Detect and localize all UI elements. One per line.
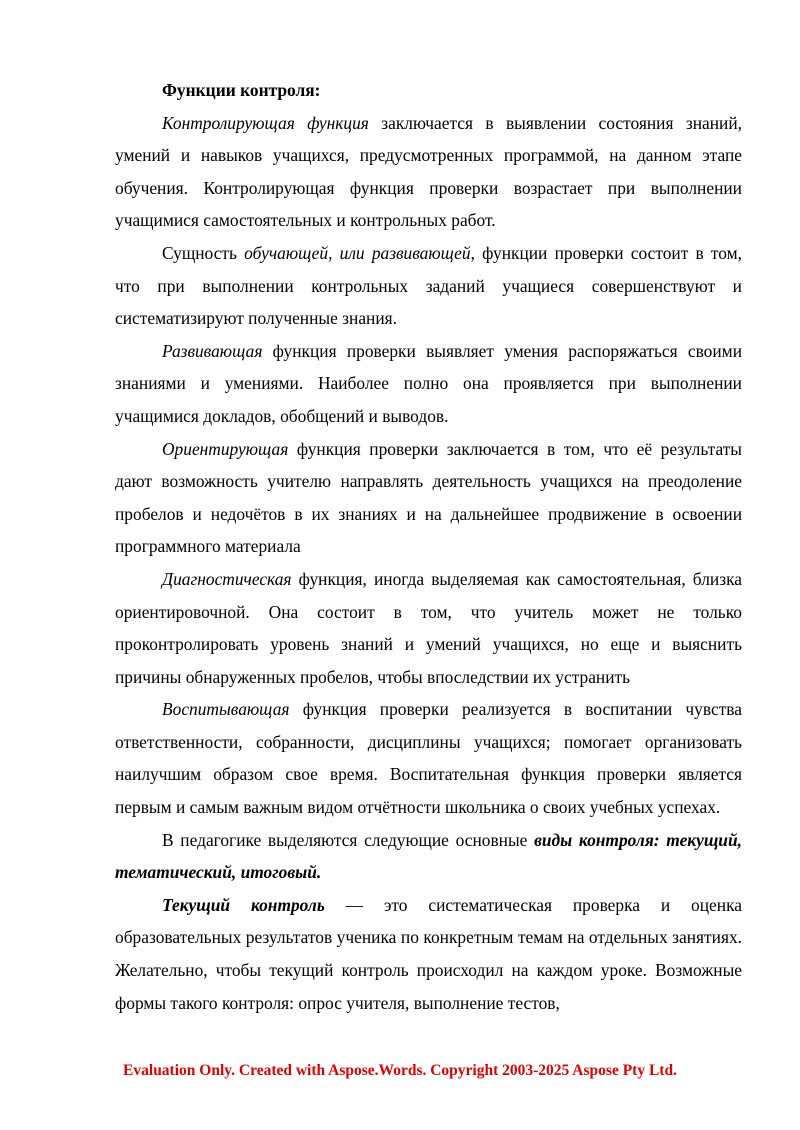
term-orienting-function: Ориентирующая bbox=[162, 438, 289, 459]
paragraph-educating-function bbox=[115, 693, 742, 823]
paragraph-current-control bbox=[115, 889, 742, 1019]
paragraph-orienting-function bbox=[115, 433, 742, 563]
document-body bbox=[115, 74, 742, 1019]
evaluation-watermark-footer: Evaluation Only. Created with Aspose.Words. Copyright 2003-2025 Aspose Pty Ltd. bbox=[123, 1062, 677, 1079]
paragraph-diagnostic-function bbox=[115, 563, 742, 693]
term-diagnostic-function: Диагностическая bbox=[162, 568, 292, 589]
term-control-types: виды контроля: текущий, тематический, итоговый. bbox=[115, 829, 743, 883]
term-educating-function: Воспитывающая bbox=[162, 699, 290, 720]
term-current-control: Текущий контроль bbox=[162, 894, 325, 915]
paragraph-text: , функции проверки состоит в том, что при выполнении контрольных заданий учащиеся совершенствуют и систематизируют полученные знания. bbox=[115, 242, 743, 329]
paragraph-text: функция проверки заключается в том, что её результаты дают возможность учителю направлять деятельность учащихся на преодоление пробелов и недочётов в их знаниях и на дальнейшее продвижение в освоении программного материала bbox=[115, 438, 742, 557]
term-teaching-function: обучающей, или развивающей bbox=[244, 242, 471, 263]
paragraph-text: функция проверки выявляет умения распоряжаться своими знаниями и умениями. Наиболее полно она проявляется при выполнении учащимися докладов, обобщений и выводов. bbox=[115, 340, 742, 426]
paragraph-control-function bbox=[115, 107, 742, 237]
paragraph-text: функция проверки реализуется в воспитании чувства ответственности, собранности, дисциплины учащихся; помогает организовать наилучшим образом свое время. Воспитательная функция проверки является первым и самым важным видом отчётности школьника о своих учебных успехах. bbox=[115, 699, 742, 818]
term-developing-function: Развивающая bbox=[162, 340, 263, 361]
paragraph-teaching-function bbox=[115, 237, 742, 335]
paragraph-text: В педагогике выделяются следующие основные bbox=[162, 829, 535, 850]
paragraph-text: функция, иногда выделяемая как самостоятельная, близка ориентировочной. Она состоит в том, что учитель может не только проконтролировать уровень знаний и умений учащихся, но еще и выяснить причины обнаруженных пробелов, чтобы впоследствии их устранить bbox=[115, 568, 742, 687]
paragraph-text: — это систематическая проверка и оценка образовательных результатов ученика по конкретным темам на отдельных занятиях. Желательно, чтобы текущий контроль происходил на каждом уроке. Возможные формы такого контроля: опрос учителя, выполнение тестов, bbox=[115, 894, 742, 1013]
section-heading: Функции контроля: bbox=[162, 80, 321, 100]
paragraph-developing-function bbox=[115, 335, 742, 433]
paragraph-text: Сущность bbox=[162, 242, 245, 263]
paragraph-control-types bbox=[115, 824, 742, 889]
paragraph-text: заключается в выявлении состояния знаний, умений и навыков учащихся, предусмотренных программой, на данном этапе обучения. Контролирующая функция проверки возрастает при выполнении учащимися самостоятельных и контрольных работ. bbox=[115, 112, 742, 231]
term-control-function: Контролирующая функция bbox=[162, 112, 369, 133]
